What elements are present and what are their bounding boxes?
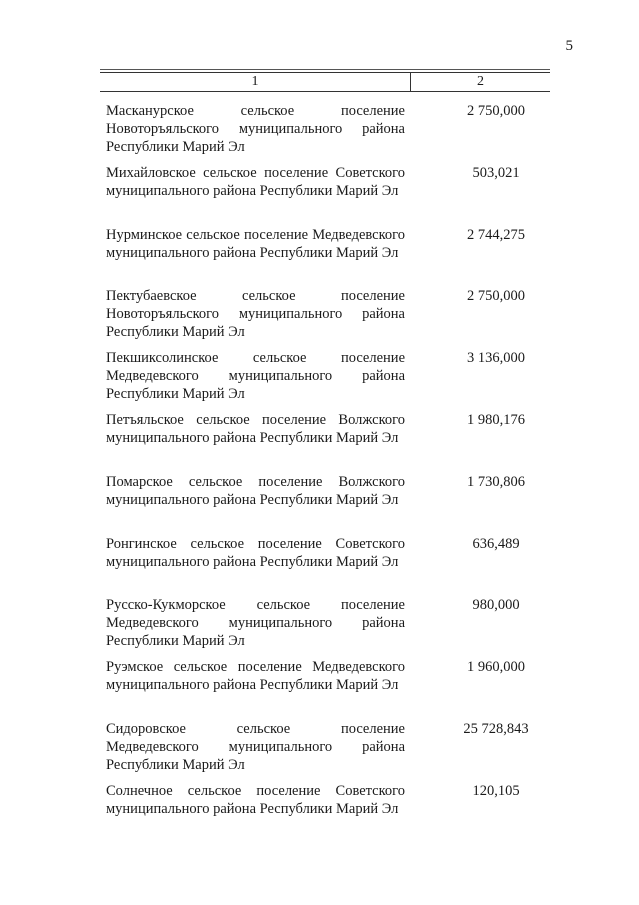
settlement-name: Русско-Кукморское сельское поселение Медведевского муниципального района Республики Марий Эл — [106, 597, 405, 650]
amount-value: 2 750,000 — [467, 288, 525, 305]
settlement-name: Солнечное сельское поселение Советского муниципального района Республики Марий Эл — [106, 782, 405, 817]
table-row — [106, 658, 546, 720]
table-row — [106, 102, 546, 164]
settlement-name: Нурминское сельское поселение Медведевского муниципального района Республики Марий Эл — [106, 226, 405, 261]
page-number: 5 — [565, 38, 573, 54]
settlement-name: Руэмское сельское поселение Медведевского муниципального района Республики Марий Эл — [106, 659, 405, 694]
table-row — [106, 226, 546, 288]
table-row — [106, 596, 546, 658]
amount-value: 1 960,000 — [467, 659, 525, 676]
amount-value: 1 980,176 — [467, 411, 525, 428]
settlement-name: Масканурское сельское поселение Новоторъяльского муниципального района Республики Марий Эл — [106, 103, 405, 155]
settlement-name: Петъяльское сельское поселение Волжского муниципального района Республики Марий Эл — [106, 411, 405, 446]
settlement-name: Ронгинское сельское поселение Советского муниципального района Республики Марий Эл — [106, 535, 405, 570]
table-row — [106, 411, 546, 473]
table-body — [106, 102, 546, 844]
amount-value: 503,021 — [472, 164, 520, 181]
amount-value: 3 136,000 — [467, 350, 525, 367]
amount-value: 980,000 — [472, 597, 520, 614]
table-header — [100, 72, 550, 92]
table-row — [106, 287, 546, 349]
settlement-name: Помарское сельское поселение Волжского муниципального района Республики Марий Эл — [106, 473, 405, 508]
table-row — [106, 720, 546, 782]
table-row — [106, 473, 546, 535]
amount-value: 2 750,000 — [467, 103, 525, 119]
table-row — [106, 782, 546, 844]
settlement-name: Сидоровское сельское поселение Медведевского муниципального района Республики Марий Эл — [106, 720, 405, 773]
column-header-1: 1 — [100, 73, 411, 91]
table-row — [106, 349, 546, 411]
column-header-2: 2 — [477, 74, 484, 89]
table-row — [106, 164, 546, 226]
settlement-name: Пекшиксолинское сельское поселение Медведевского муниципального района Республики Марий Эл — [106, 350, 405, 403]
table-row — [106, 535, 546, 597]
settlement-name: Михайловское сельское поселение Советского муниципального района Республики Марий Эл — [106, 164, 405, 199]
amount-value: 120,105 — [472, 782, 520, 799]
amount-value: 1 730,806 — [467, 473, 525, 490]
settlement-name: Пектубаевское сельское поселение Новоторъяльского муниципального района Республики Марий Эл — [106, 288, 405, 341]
amount-value: 25 728,843 — [463, 720, 529, 737]
amount-value: 636,489 — [472, 535, 520, 552]
amount-value: 2 744,275 — [467, 226, 525, 243]
